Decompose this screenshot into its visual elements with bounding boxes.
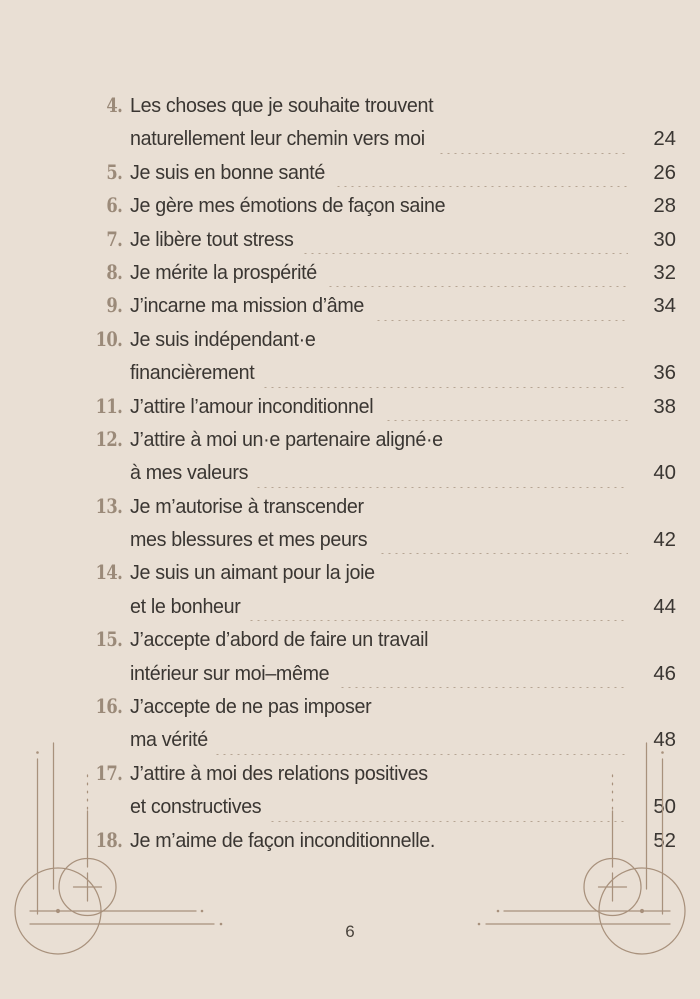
toc-entry[interactable] (0, 430, 700, 497)
toc-entry[interactable] (0, 196, 700, 229)
toc-page-number: 50 (653, 796, 676, 819)
toc-entry-number: 15. (95, 629, 123, 652)
toc-leader-dots (387, 587, 628, 588)
toc-page-number: 28 (653, 195, 676, 218)
toc-entry[interactable] (0, 697, 700, 764)
toc-entry-number: 9. (106, 295, 123, 318)
toc-entry-number: 18. (95, 829, 123, 852)
toc-page-number: 26 (653, 161, 676, 184)
toc-line[interactable] (0, 764, 700, 797)
toc-line[interactable] (0, 597, 700, 630)
toc-leader-dots (457, 453, 628, 454)
toc-line[interactable] (0, 330, 700, 363)
ornament-large-circle-dot (640, 909, 644, 913)
table-of-contents (0, 96, 700, 864)
toc-entry-number: 6. (106, 194, 123, 218)
toc-line[interactable] (0, 230, 700, 263)
toc-line[interactable] (0, 463, 700, 496)
toc-entry-title: J’attire à moi des relations positives (130, 762, 428, 785)
toc-entry[interactable] (0, 263, 700, 296)
toc-leader-dots (379, 553, 628, 554)
toc-line[interactable] (0, 797, 700, 830)
toc-leader-dots (442, 654, 628, 655)
toc-line[interactable] (0, 196, 700, 229)
toc-page-number: 42 (653, 529, 676, 552)
toc-line[interactable] (0, 563, 700, 596)
toc-leader-dots (442, 787, 628, 788)
toc-line[interactable] (0, 664, 700, 697)
toc-entry-number: 16. (95, 695, 123, 719)
toc-page-number: 34 (653, 295, 676, 318)
toc-leader-dots (339, 687, 628, 688)
toc-line[interactable] (0, 96, 700, 129)
toc-line[interactable] (0, 831, 700, 864)
toc-entry-title: Les choses que je souhaite trouvent (130, 95, 434, 117)
toc-entry-number: 12. (95, 428, 123, 452)
toc-leader-dots (449, 854, 628, 855)
toc-line[interactable] (0, 129, 700, 162)
toc-leader-dots (325, 353, 628, 354)
toc-page-number: 44 (653, 595, 676, 618)
toc-leader-dots (248, 620, 629, 621)
ornament-dot (201, 910, 204, 913)
ornament-dot (497, 910, 500, 913)
toc-entry-title: J’incarne ma mission d’âme (130, 295, 364, 318)
toc-line[interactable] (0, 163, 700, 196)
toc-page-number: 24 (653, 128, 676, 151)
toc-page-number: 32 (653, 261, 676, 284)
toc-entry-title: Je suis un aimant pour la joie (130, 562, 375, 585)
toc-page-number: 38 (653, 395, 676, 418)
toc-entry-number: 14. (95, 562, 123, 585)
toc-entry-number: 10. (95, 328, 123, 351)
toc-entry[interactable] (0, 163, 700, 196)
toc-leader-dots (269, 821, 628, 822)
toc-leader-dots (214, 754, 628, 755)
toc-entry-number: 8. (106, 261, 123, 285)
toc-entry-title: et constructives (130, 796, 262, 819)
toc-entry-title: et le bonheur (130, 595, 241, 618)
toc-line[interactable] (0, 397, 700, 430)
toc-leader-dots (383, 720, 628, 721)
toc-entry-title: Je gère mes émotions de façon saine (130, 195, 446, 218)
ornament-small-circle (59, 859, 116, 916)
toc-line[interactable] (0, 263, 700, 296)
toc-entry[interactable] (0, 497, 700, 564)
toc-leader-dots (327, 286, 628, 287)
toc-line[interactable] (0, 730, 700, 763)
toc-entry[interactable] (0, 96, 700, 163)
toc-entry-number: 17. (95, 762, 123, 786)
toc-line[interactable] (0, 296, 700, 329)
toc-entry-title: Je mérite la prospérité (130, 261, 317, 284)
toc-leader-dots (302, 253, 628, 254)
toc-leader-dots (335, 186, 628, 187)
page-number: 6 (345, 922, 355, 941)
toc-page-number: 46 (653, 662, 676, 685)
toc-leader-dots (385, 420, 628, 421)
ornament-large-circle-dot (56, 909, 60, 913)
toc-leader-dots (375, 520, 628, 521)
toc-entry[interactable] (0, 397, 700, 430)
toc-entry[interactable] (0, 630, 700, 697)
toc-entry[interactable] (0, 563, 700, 630)
ornament-small-circle (584, 859, 641, 916)
toc-entry-title: Je suis en bonne santé (130, 161, 325, 184)
toc-leader-dots (255, 487, 628, 488)
toc-line[interactable] (0, 697, 700, 730)
toc-entry-title: Je libère tout stress (130, 228, 294, 251)
toc-entry-title: Je m’aime de façon inconditionnelle. (130, 829, 436, 852)
toc-entry[interactable] (0, 831, 700, 864)
toc-entry[interactable] (0, 330, 700, 397)
toc-entry-title: Je suis indépendant·e (130, 328, 316, 351)
toc-entry-number: 11. (95, 395, 123, 418)
toc-entry-title: naturellement leur chemin vers moi (130, 128, 425, 151)
toc-entry-title: J’attire l’amour inconditionnel (130, 395, 374, 418)
toc-entry[interactable] (0, 764, 700, 831)
toc-entry-title: ma vérité (130, 729, 208, 752)
toc-leader-dots (375, 320, 628, 321)
toc-entry-number: 7. (106, 228, 123, 251)
toc-entry[interactable] (0, 296, 700, 329)
toc-line[interactable] (0, 363, 700, 396)
toc-line[interactable] (0, 530, 700, 563)
toc-page-number: 40 (653, 462, 676, 485)
toc-entry-title: J’attire à moi un·e partenaire aligné·e (130, 428, 443, 451)
toc-entry-title: mes blessures et mes peurs (130, 529, 368, 552)
toc-page-number: 36 (653, 362, 676, 385)
toc-line[interactable] (0, 430, 700, 463)
toc-leader-dots (460, 220, 628, 221)
toc-page-number: 48 (653, 729, 676, 752)
toc-line[interactable] (0, 497, 700, 530)
toc-leader-dots (262, 387, 628, 388)
toc-entry-title: J’accepte d’abord de faire un travail (130, 629, 429, 652)
toc-entry-number: 13. (95, 495, 123, 518)
toc-page-number: 52 (653, 829, 676, 852)
toc-page-number: 30 (653, 228, 676, 251)
toc-line[interactable] (0, 630, 700, 663)
toc-entry-title: J’accepte de ne pas imposer (130, 696, 372, 719)
toc-leader-dots (447, 119, 628, 120)
toc-entry-title: intérieur sur moi–même (130, 662, 330, 685)
toc-entry-title: à mes valeurs (130, 462, 249, 485)
toc-entry-number: 4. (106, 94, 123, 118)
toc-entry-number: 5. (106, 161, 123, 184)
toc-leader-dots (438, 153, 628, 154)
toc-entry-title: Je m’autorise à transcender (130, 495, 364, 518)
toc-entry-title: financièrement (130, 362, 255, 385)
toc-entry[interactable] (0, 230, 700, 263)
